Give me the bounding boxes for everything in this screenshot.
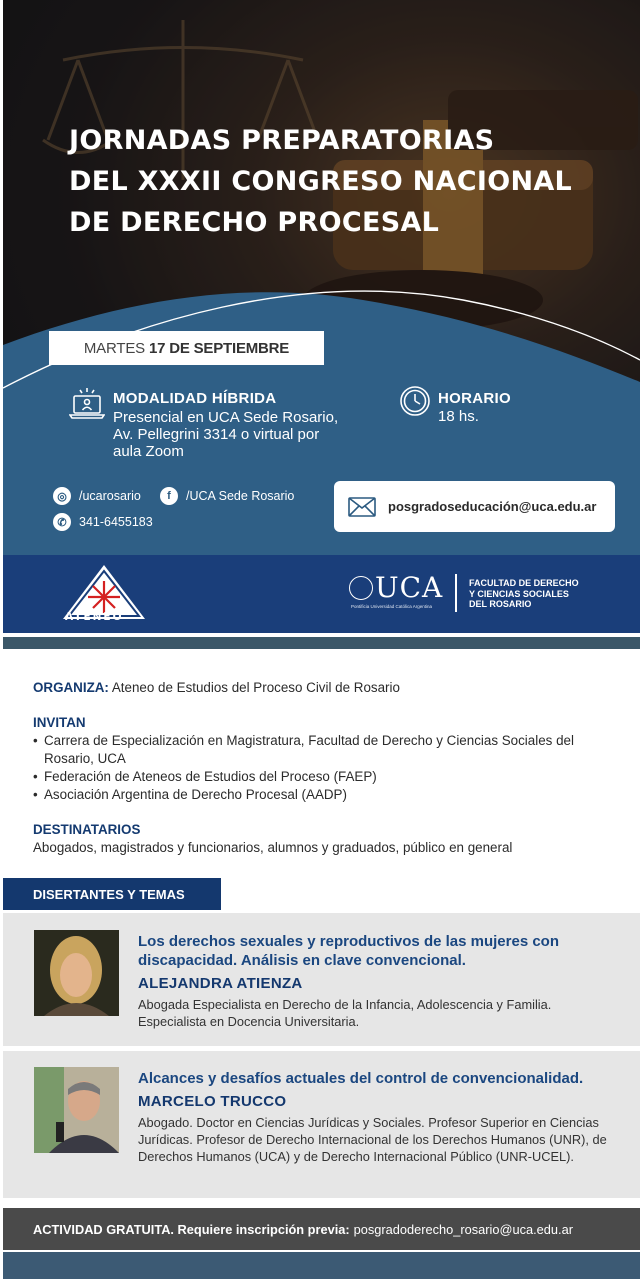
instagram-icon: ◎ xyxy=(53,487,71,505)
organiza-value: Ateneo de Estudios del Proceso Civil de Rosario xyxy=(111,680,400,695)
destinatarios-label: DESTINATARIOS xyxy=(33,822,141,837)
faculty-line: FACULTAD DE DERECHO xyxy=(469,578,579,588)
list-item: • Asociación Argentina de Derecho Procesal (AADP) xyxy=(33,786,613,804)
speaker-info xyxy=(138,1069,618,1165)
faculty-line: DEL ROSARIO xyxy=(469,599,532,609)
mail-icon xyxy=(348,497,376,517)
whatsapp-number: 341-6455183 xyxy=(79,515,153,529)
speaker-card xyxy=(3,913,640,1046)
speaker-photo xyxy=(34,1067,119,1153)
instagram-link[interactable] xyxy=(53,487,141,505)
faculty-name xyxy=(469,578,579,610)
laptop-icon xyxy=(69,386,105,420)
modality-line: Presencial en UCA Sede Rosario, xyxy=(113,409,339,426)
date-day: 17 DE SEPTIEMBRE xyxy=(148,339,290,357)
speaker-name: MARCELO TRUCCO xyxy=(138,1093,287,1110)
uca-seal-icon xyxy=(349,576,373,600)
facebook-handle: /UCA Sede Rosario xyxy=(186,489,295,503)
organiza-section xyxy=(33,679,613,697)
list-item: • Carrera de Especialización en Magistratura, Facultad de Derecho y Ciencias Sociales del Rosario, UCA xyxy=(33,732,613,768)
invitan-label: INVITAN xyxy=(33,715,86,730)
facebook-icon: f xyxy=(160,487,178,505)
clock-icon xyxy=(399,385,431,417)
hero-banner xyxy=(3,0,640,555)
event-title-line: DEL XXXII CONGRESO NACIONAL xyxy=(69,166,573,197)
event-title-line: DE DERECHO PROCESAL xyxy=(69,207,440,238)
divider-strip xyxy=(3,637,640,649)
instagram-handle: /ucarosario xyxy=(79,489,141,503)
destinatarios-section xyxy=(33,821,613,857)
modality-line: aula Zoom xyxy=(113,443,184,460)
schedule-title: HORARIO xyxy=(438,390,511,407)
invitan-list xyxy=(33,732,613,804)
ateneo-wordmark: ATENEO xyxy=(65,611,124,623)
contact-email: posgradoseducación@uca.edu.ar xyxy=(388,499,597,514)
date-weekday: MARTES xyxy=(83,339,145,357)
uca-subtitle: Pontificia Universidad Católica Argentina xyxy=(351,604,433,609)
speakers-heading: DISERTANTES Y TEMAS xyxy=(3,878,221,910)
invitan-section xyxy=(33,714,613,804)
list-item: • Federación de Ateneos de Estudios del Proceso (FAEP) xyxy=(33,768,613,786)
footer-note: ACTIVIDAD GRATUITA. Requiere inscripción previa: xyxy=(33,1221,350,1237)
footer-bar xyxy=(3,1208,640,1250)
speaker-name: ALEJANDRA ATIENZA xyxy=(138,975,303,992)
speaker-topic: Alcances y desafíos actuales del control de convencionalidad. xyxy=(138,1070,584,1087)
schedule-time: 18 hs. xyxy=(438,408,479,425)
speaker-topic: Los derechos sexuales y reproductivos de las mujeres con discapacidad. Análisis en clave convencional. xyxy=(138,933,560,969)
logo-band xyxy=(3,555,640,633)
blue-wave-panel xyxy=(3,0,640,555)
logo-divider xyxy=(455,574,457,612)
speaker-info xyxy=(138,932,618,1030)
whatsapp-link[interactable] xyxy=(53,513,153,531)
uca-wordmark: UCA xyxy=(375,571,444,604)
event-details xyxy=(33,679,613,874)
speaker-bio: Abogada Especialista en Derecho de la Infancia, Adolescencia y Familia. Especialista en Docencia Universitaria. xyxy=(138,997,552,1029)
modality-title: MODALIDAD HÍBRIDA xyxy=(113,390,277,407)
speaker-photo xyxy=(34,930,119,1016)
registration-email[interactable]: posgradoderecho_rosario@uca.edu.ar xyxy=(353,1221,573,1237)
whatsapp-icon: ✆ xyxy=(53,513,71,531)
faculty-line: Y CIENCIAS SOCIALES xyxy=(469,588,569,599)
event-title-line: JORNADAS PREPARATORIAS xyxy=(69,125,495,156)
contact-email-box[interactable] xyxy=(334,481,615,532)
date-badge xyxy=(49,331,324,365)
modality-line: Av. Pellegrini 3314 o virtual por xyxy=(113,426,320,443)
destinatarios-value: Abogados, magistrados y funcionarios, alumnos y graduados, público en general xyxy=(33,840,513,855)
organiza-label: ORGANIZA: xyxy=(33,680,109,695)
bottom-strip xyxy=(3,1252,640,1279)
facebook-link[interactable] xyxy=(160,487,294,505)
speaker-bio: Abogado. Doctor en Ciencias Jurídicas y Sociales. Profesor Superior en Ciencias Jurídicas. Profesor de Derecho Internacional de los Derechos Humanos (UNR), de Derechos Humanos (UCA) y de Derecho Internacional Público (UNR-UCEL). xyxy=(138,1115,607,1164)
speaker-card xyxy=(3,1051,640,1198)
